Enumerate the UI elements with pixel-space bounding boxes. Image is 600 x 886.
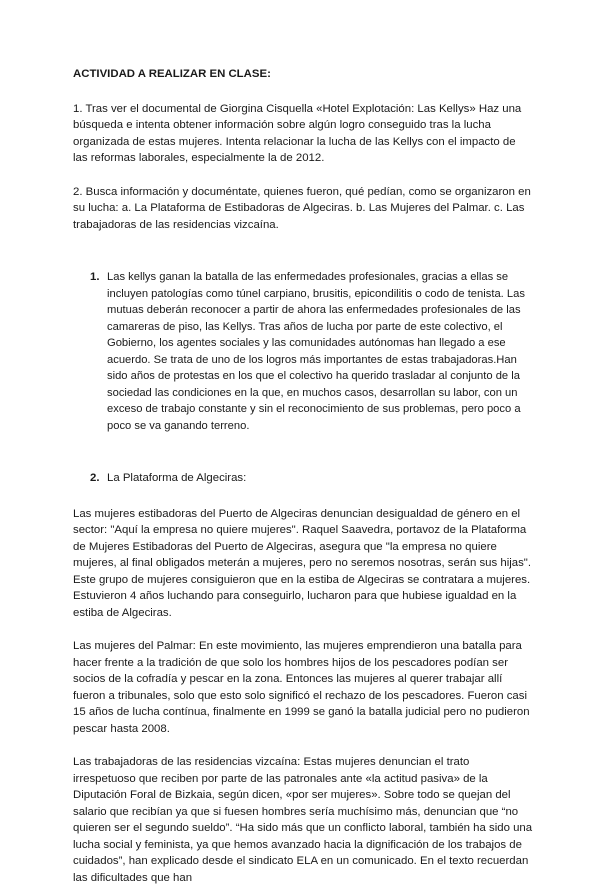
answer-number-1: 1. [90,271,100,283]
answer-item-1 [73,269,533,434]
answer-item-2 [73,470,533,487]
instruction-2: 2. Busca información y documéntate, quienes fueron, qué pedían, como se organizaron en su lucha: a. La Plataforma de Estibadoras de Algeciras. b. Las Mujeres del Palmar. c. Las trabajadoras de las residencias vizcaína. [73,185,531,231]
document-body [73,66,533,886]
paragraph-algeciras: Las mujeres estibadoras del Puerto de Algeciras denuncian desigualdad de género en el sector: "Aquí la empresa no quiere mujeres". Raquel Saavedra, portavoz de la Plataforma de Mujeres Estibadoras del Puerto de Algeciras, asegura que "la empresa no quiere mujeres, al final obligados meterán a mujeres, pero no seremos nosotras, serán sus hijas". Este grupo de mujeres consiguieron que en la estiba de Algeciras se contratara a mujeres. Estuvieron 4 años luchando para conseguirlo, lucharon para que hubiese igualdad en la estiba de Algeciras. [73,507,531,619]
paragraph-palmar: Las mujeres del Palmar: En este movimiento, las mujeres emprendieron una batalla para hacer frente a la tradición de que solo los hombres hijos de los pescadores podían ser socios de la cofradía y pescar en la zona. Entonces las mujeres al querer trabajar allí fueron a tribunales, solo que esto solo significó el rechazo de los pescadores. Fueron casi 15 años de lucha contínua, finalmente en 1999 se ganó la batalla judicial pero no pudieron pescar hasta 2008. [73,640,530,735]
page-title: ACTIVIDAD A REALIZAR EN CLASE: [73,68,271,80]
answer-1-text: Las kellys ganan la batalla de las enfermedades profesionales, gracias a ellas se incluyen patologías como túnel carpiano, brusitis, epicondilitis o codo de tenista. Las mutuas deberán reconocer a partir de ahora las enfermedades profesionales de las camareras de piso, las Kellys. Tras años de lucha por parte de este colectivo, el Gobierno, los agentes sociales y las comunidades autónomas han llegado a ese acuerdo. Se trata de uno de los logros más importantes de estas trabajadoras.Han sido años de protestas en los que el colectivo ha querido trasladar al conjunto de la sociedad las condiciones en la que, en muchos casos, desarrollan su labor, con un exceso de trabajo constante y sin el reconocimiento de sus problemas, pero poco a poco se va ganando terreno. [107,271,525,432]
paragraph-residencias: Las trabajadoras de las residencias vizcaína: Estas mujeres denuncian el trato irrespetuoso que reciben por parte de las patronales ante «la actitud pasiva» de la Diputación Foral de Bizkaia, según dicen, «por ser mujeres». Sobre todo se quejan del salario que recibían ya que si fuesen hombres sería muchísimo más, denuncian que “no quieren ser el segundo sueldo”. “Ha sido más que un conflicto laboral, también ha sido una lucha social y feminista, ya que hemos avanzado hacia la dignificación de los trabajos de cuidados”, han explicado desde el sindicato ELA en un comunicado. En el texto recuerdan las dificultades que han [73,756,533,884]
answer-list [73,269,533,487]
answer-number-2: 2. [90,472,100,484]
answer-2-heading: La Plataforma de Algeciras: [107,472,247,484]
instruction-1: 1. Tras ver el documental de Giorgina Cisquella «Hotel Explotación: Las Kellys» Haz una búsqueda e intenta obtener información sobre algún logro conseguido tras la lucha organizada de estas mujeres. Intenta relacionar la lucha de las Kellys con el impacto de las reformas laborales, especialmente la de 2012. [73,102,522,164]
